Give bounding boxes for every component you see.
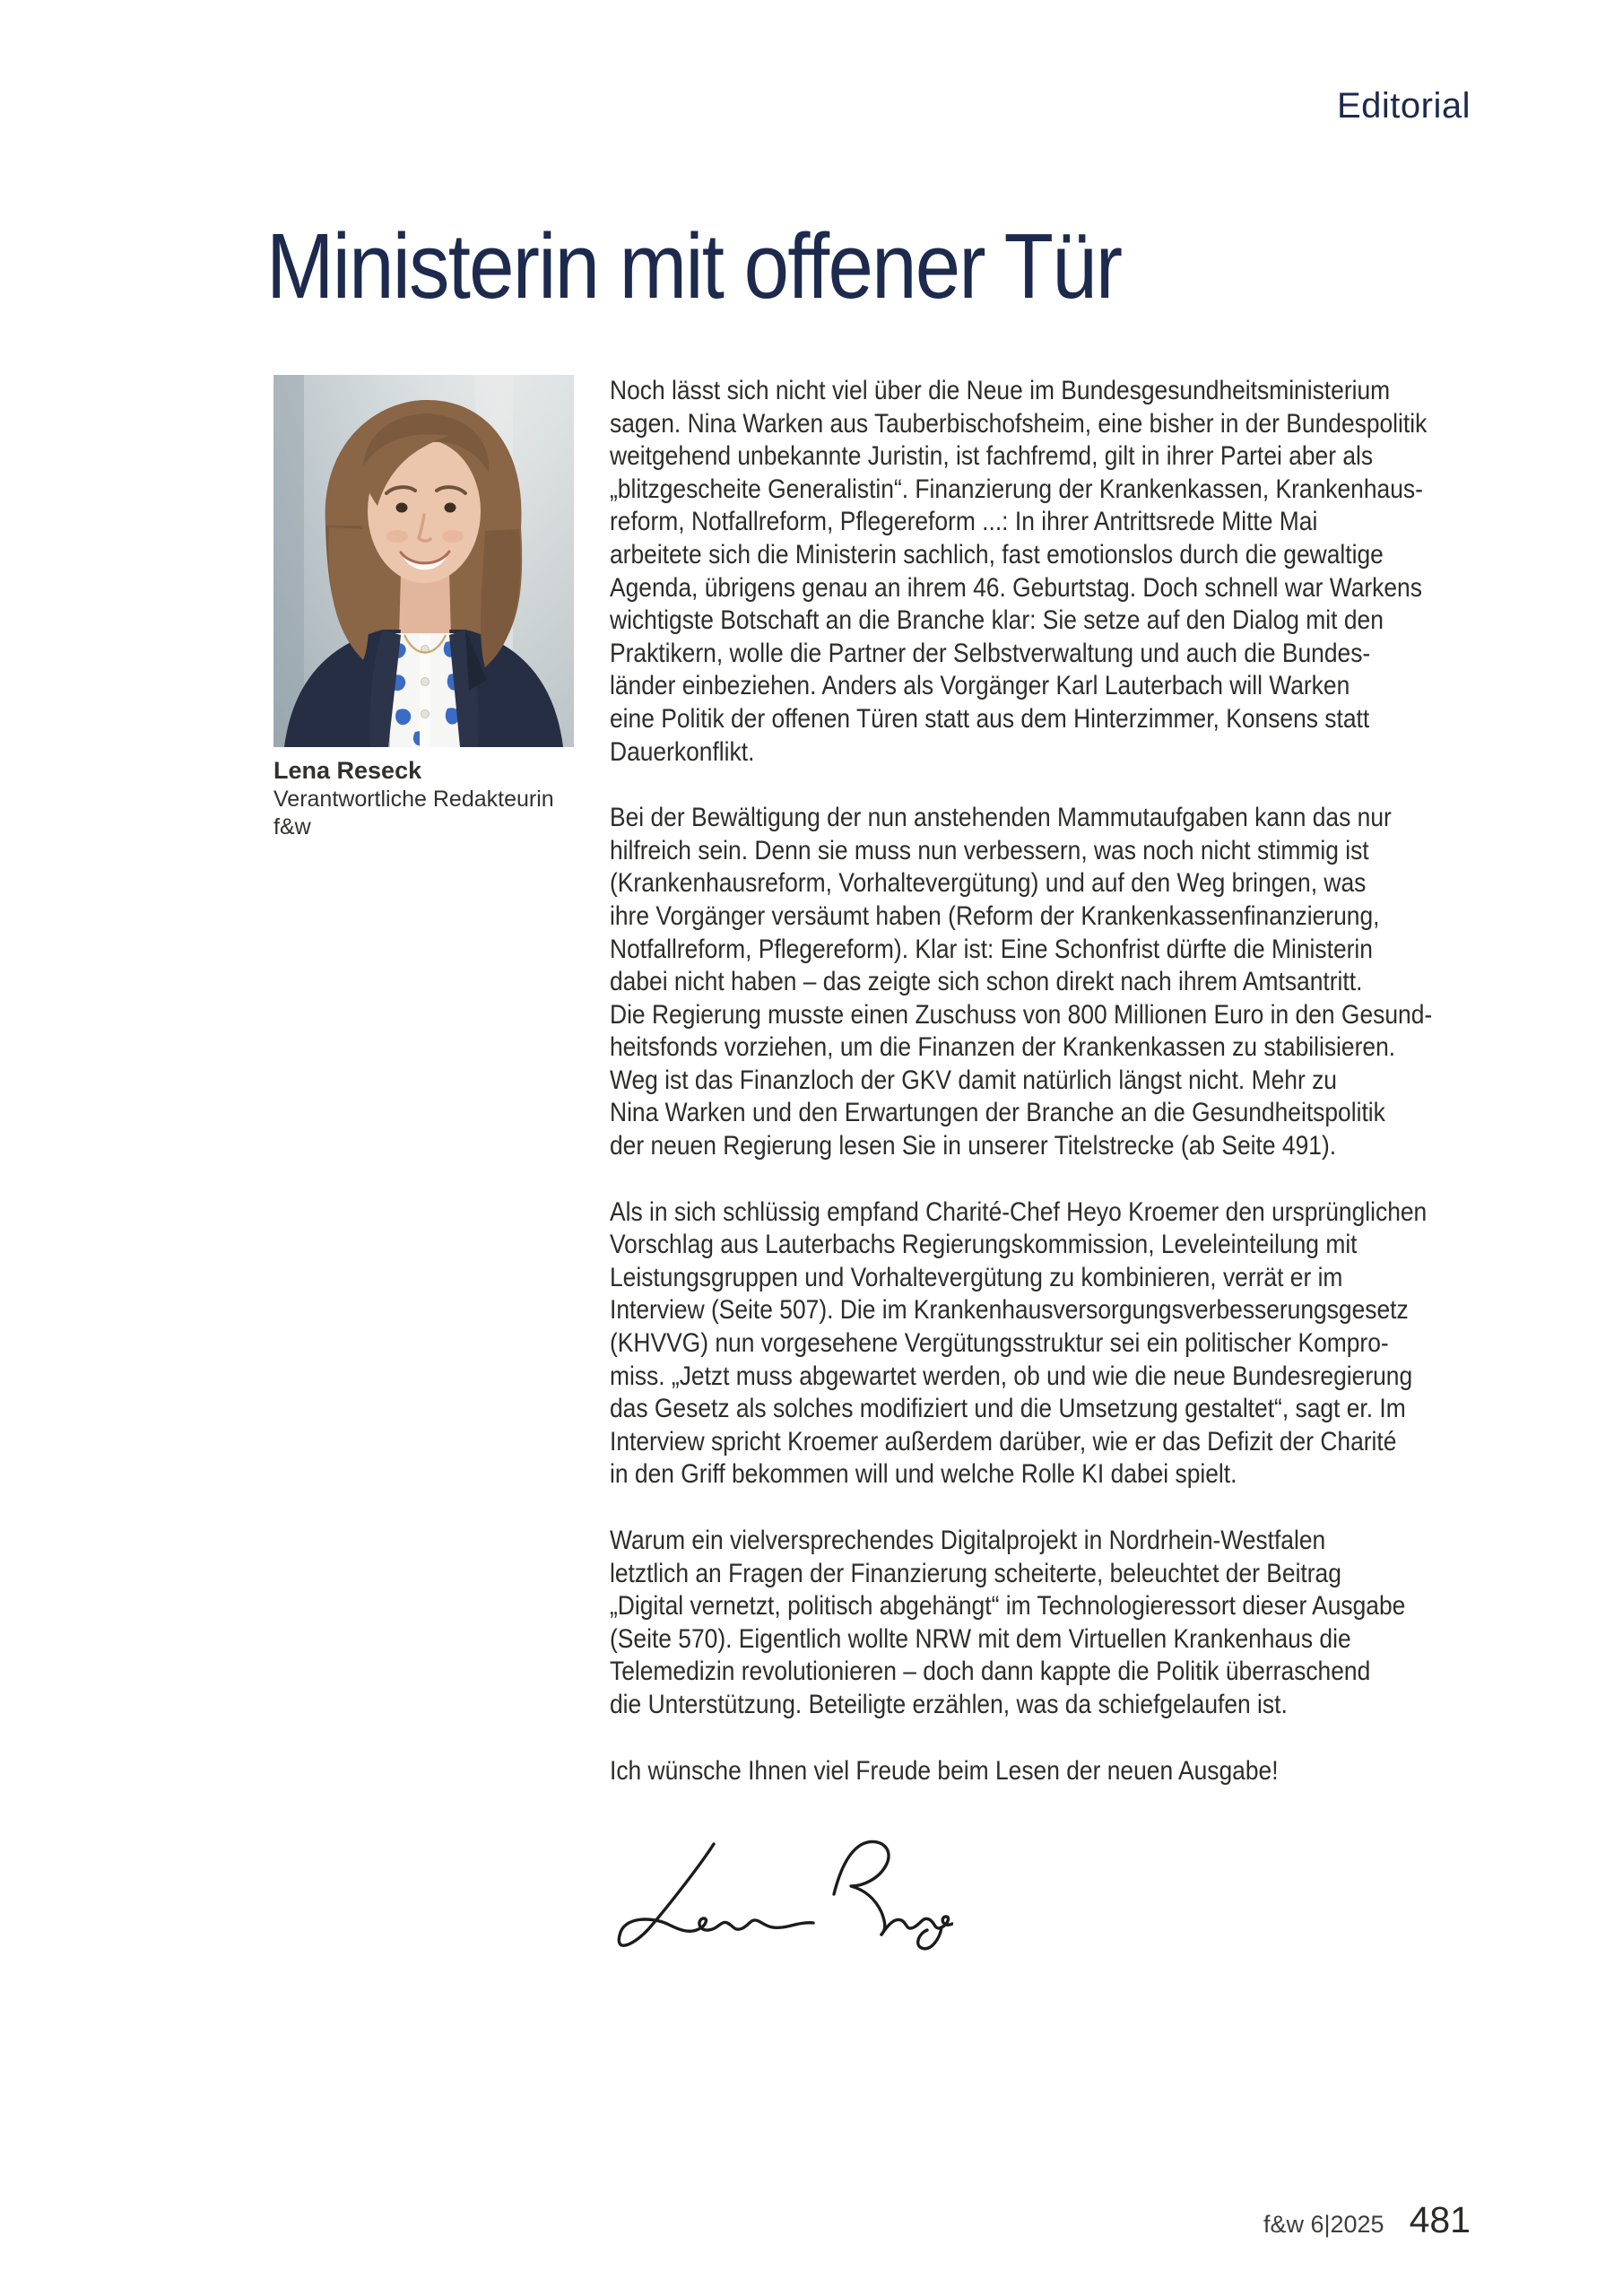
text-line: reform, Notfallreform, Pflegereform ...: In ihrer Antrittsrede Mitte Mai — [610, 507, 1318, 537]
text-line: Warum ein vielversprechendes Digitalprojekt in Nordrhein-Westfalen — [610, 1526, 1326, 1555]
author-name: Lena Reseck — [273, 757, 422, 784]
page-title: Ministerin mit offener Tür — [266, 214, 1122, 317]
portrait-illustration — [273, 375, 574, 747]
text-line: der neuen Regierung lesen Sie in unserer Titelstrecke (ab Seite 491). — [610, 1131, 1337, 1161]
text-line: „blitzgescheite Generalistin“. Finanzierung der Krankenkassen, Krankenhaus- — [610, 474, 1423, 504]
paragraph — [610, 1525, 1494, 1722]
body-text — [610, 375, 1494, 1821]
author-photo — [273, 375, 574, 747]
text-line: Weg ist das Finanzloch der GKV damit natürlich längst nicht. Mehr zu — [610, 1065, 1337, 1095]
text-line: länder einbeziehen. Anders als Vorgänger Karl Lauterbach will Warken — [610, 671, 1350, 701]
author-role: Verantwortliche Redakteurin f&w — [273, 787, 554, 839]
text-line: Dauerkonflikt. — [610, 736, 755, 767]
text-line: Ich wünsche Ihnen viel Freude beim Lesen der neuen Ausgabe! — [610, 1755, 1279, 1786]
text-line: Nina Warken und den Erwartungen der Branche an die Gesundheitspolitik — [610, 1098, 1385, 1128]
text-line: die Unterstützung. Beteiligte erzählen, was da schiefgelaufen ist. — [610, 1689, 1288, 1719]
text-line: (Krankenhausreform, Vorhaltevergütung) und auf den Weg bringen, was — [610, 868, 1367, 899]
text-line: das Gesetz als solches modifiziert und die Umsetzung gestaltet“, sagt er. Im — [610, 1394, 1406, 1424]
text-line: Als in sich schlüssig empfand Charité-Chef Heyo Kroemer den ursprünglichen — [610, 1196, 1428, 1227]
text-line: dabei nicht haben – das zeigte sich schon direkt nach ihrem Amtsantritt. — [610, 967, 1363, 997]
section-label: Editorial — [1336, 86, 1471, 126]
text-line: Praktikern, wolle die Partner der Selbstverwaltung und auch die Bundes- — [610, 638, 1371, 668]
text-line: eine Politik der offenen Türen statt aus dem Hinterzimmer, Konsens statt — [610, 703, 1370, 734]
text-line: hilfreich sein. Denn sie muss nun verbessern, was noch nicht stimmig ist — [610, 835, 1369, 865]
text-line: Leistungsgruppen und Vorhaltevergütung zu kombinieren, verrät er im — [610, 1262, 1343, 1292]
photo-caption — [273, 756, 596, 841]
issue-label: f&w 6|2025 — [1263, 2211, 1384, 2238]
signature-illustration — [608, 1835, 953, 1970]
text-line: „Digital vernetzt, politisch abgehängt“ im Technologieressort dieser Ausgabe — [610, 1591, 1406, 1622]
text-line: Bei der Bewältigung der nun anstehenden Mammutaufgaben kann das nur — [610, 803, 1392, 833]
text-line: wichtigste Botschaft an die Branche klar: Sie setze auf den Dialog mit den — [610, 605, 1384, 636]
text-line: miss. „Jetzt muss abgewartet werden, ob und wie die neue Bundesregierung — [610, 1361, 1413, 1391]
text-line: in den Griff bekommen will und welche Rolle KI dabei spielt. — [610, 1459, 1237, 1490]
text-line: arbeitete sich die Ministerin sachlich, fast emotionslos durch die gewaltige — [610, 539, 1384, 570]
text-line: ihre Vorgänger versäumt haben (Reform der Krankenkassenfinanzierung, — [610, 900, 1380, 931]
text-line: (Seite 570). Eigentlich wollte NRW mit dem Virtuellen Krankenhaus die — [610, 1623, 1351, 1654]
page-footer — [1263, 2199, 1471, 2241]
text-line: Agenda, übrigens genau an ihrem 46. Geburtstag. Doch schnell war Warkens — [610, 572, 1422, 603]
text-line: Telemedizin revolutionieren – doch dann kappte die Politik überraschend — [610, 1657, 1371, 1687]
text-line: heitsfonds vorziehen, um die Finanzen der Krankenkassen zu stabilisieren. — [610, 1032, 1396, 1063]
text-line: weitgehend unbekannte Juristin, ist fachfremd, gilt in ihrer Partei aber als — [610, 441, 1374, 472]
text-line: Interview spricht Kroemer außerdem darüber, wie er das Defizit der Charité — [610, 1426, 1397, 1457]
text-line: (KHVVG) nun vorgesehene Vergütungsstruktur sei ein politischer Kompro- — [610, 1328, 1389, 1359]
paragraph — [610, 1196, 1494, 1492]
text-line: Die Regierung musste einen Zuschuss von 800 Millionen Euro in den Gesund- — [610, 999, 1433, 1030]
text-line: sagen. Nina Warken aus Tauberbischofsheim, eine bisher in der Bundespolitik — [610, 408, 1428, 439]
paragraph — [610, 375, 1494, 769]
text-line: Interview (Seite 507). Die im Krankenhausversorgungsverbesserungsgesetz — [610, 1295, 1409, 1326]
text-line: Notfallreform, Pflegereform). Klar ist: Eine Schonfrist dürfte die Ministerin — [610, 934, 1373, 964]
text-line: letztlich an Fragen der Finanzierung scheiterte, beleuchtet der Beitrag — [610, 1558, 1341, 1588]
text-line: Vorschlag aus Lauterbachs Regierungskommission, Leveleinteilung mit — [610, 1230, 1358, 1260]
signature-handwriting — [608, 1835, 953, 1970]
text-line: Noch lässt sich nicht viel über die Neue im Bundesgesundheitsministerium — [610, 376, 1391, 405]
page-number: 481 — [1409, 2199, 1471, 2240]
paragraph — [610, 802, 1494, 1163]
paragraph — [610, 1755, 1494, 1788]
